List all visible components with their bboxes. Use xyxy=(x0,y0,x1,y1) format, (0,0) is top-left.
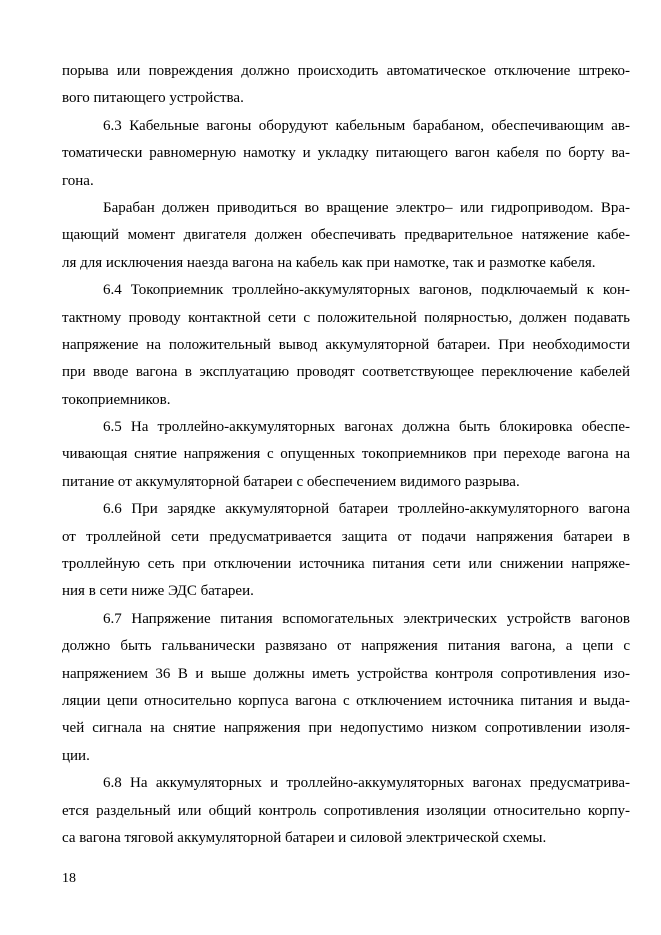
text-line: ля для исключения наезда вагона на кабель как при намотке, так и размотке кабеля. xyxy=(62,254,596,271)
text-line: ции. xyxy=(62,747,90,764)
text-line: от троллейной сети предусматривается защита от подачи напряжения батареи в xyxy=(62,528,630,545)
page-body xyxy=(62,58,630,852)
text-line: чивающая снятие напряжения с опущенных токоприемников при переходе вагона на xyxy=(62,446,630,463)
page-number: 18 xyxy=(62,871,76,886)
text-line: чей сигнала на снятие напряжения при недопустимо низком сопротивлении изоля- xyxy=(62,720,630,737)
text-line: гона. xyxy=(62,172,94,189)
text-line: 6.3 Кабельные вагоны оборудуют кабельным барабаном, обеспечивающим ав- xyxy=(103,117,630,134)
text-line: ния в сети ниже ЭДС батареи. xyxy=(62,583,254,600)
text-line: 6.4 Токоприемник троллейно-аккумуляторных вагонов, подключаемый к кон- xyxy=(103,282,630,299)
text-line: тактному проводу контактной сети с положительной полярностью, должен подавать xyxy=(62,309,630,326)
text-line: томатически равномерную намотку и укладку питающего вагон кабеля по борту ва- xyxy=(62,145,630,162)
text-line: 6.6 При зарядке аккумуляторной батареи троллейно-аккумуляторного вагона xyxy=(103,501,630,518)
text-line: 6.7 Напряжение питания вспомогательных электрических устройств вагонов xyxy=(103,610,630,627)
text-line: напряжением 36 В и выше должны иметь устройства контроля сопротивления изо- xyxy=(62,665,630,682)
text-line: 6.5 На троллейно-аккумуляторных вагонах должна быть блокировка обеспе- xyxy=(103,419,630,436)
text-line: ется раздельный или общий контроль сопротивления изоляции относительно корпу- xyxy=(62,802,630,819)
text-line: щающий момент двигателя должен обеспечивать предварительное натяжение кабе- xyxy=(62,227,630,244)
text-line: са вагона тяговой аккумуляторной батареи и силовой электрической схемы. xyxy=(62,829,547,846)
text-line: ляции цепи относительно корпуса вагона с отключением источника питания и выда- xyxy=(62,692,630,709)
text-line: вого питающего устройства. xyxy=(62,90,244,107)
text-line: Барабан должен приводиться во вращение электро– или гидроприводом. Вра- xyxy=(103,199,630,216)
text-line: порыва или повреждения должно происходить автоматическое отключение штреко- xyxy=(62,63,630,79)
text-line: питание от аккумуляторной батареи с обеспечением видимого разрыва. xyxy=(62,473,520,490)
text-line: 6.8 На аккумуляторных и троллейно-аккумуляторных вагонах предусматрива- xyxy=(103,775,630,792)
text-line: при вводе вагона в эксплуатацию проводят соответствующее переключение кабелей xyxy=(62,364,630,381)
text-line: токоприемников. xyxy=(62,391,171,408)
text-line: напряжение на положительный вывод аккумуляторной батареи. При необходимости xyxy=(62,336,630,353)
text-line: троллейную сеть при отключении источника питания сети или снижении напряже- xyxy=(62,556,630,573)
text-line: должно быть гальванически развязано от напряжения питания вагона, а цепи с xyxy=(62,638,630,655)
